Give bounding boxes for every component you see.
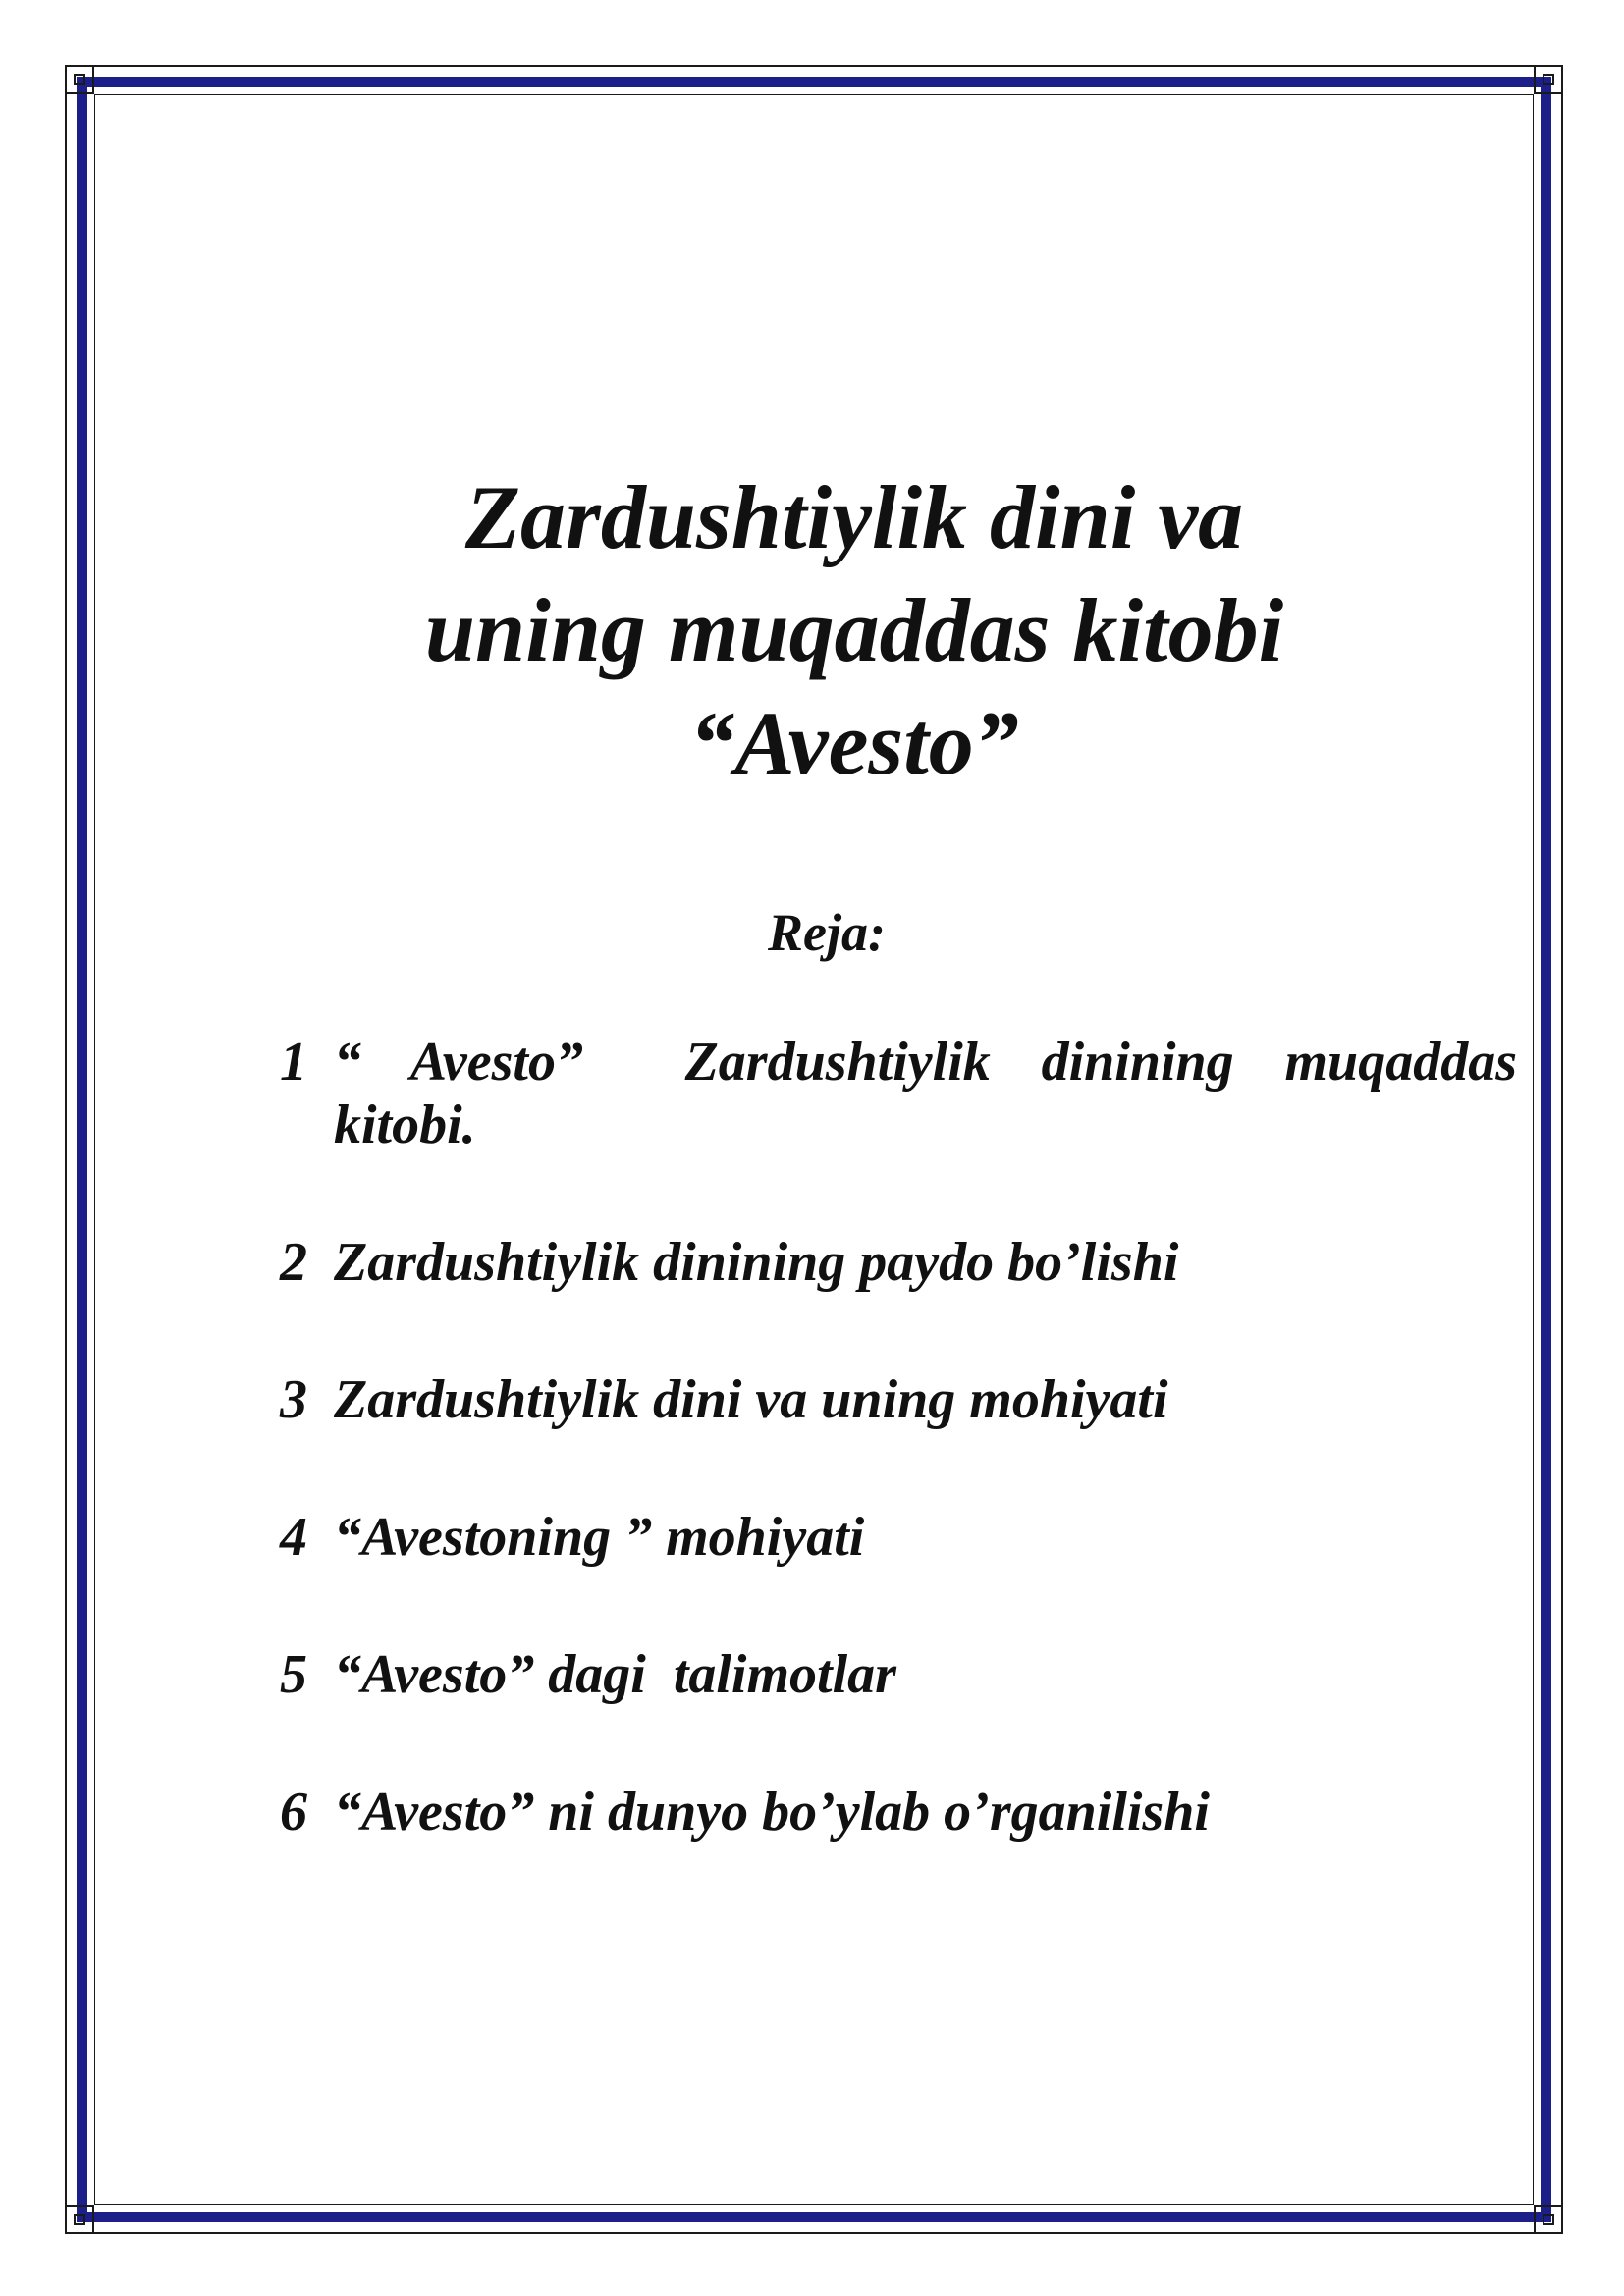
corner-ornament-top-right [1534,65,1563,94]
plan-item [280,1031,1544,1156]
corner-ornament-top-left [65,65,94,94]
plan-item [280,1231,1517,1294]
plan-item [280,1643,1517,1706]
plan-list [280,1031,1544,1918]
plan-item-number: 2 [280,1232,307,1293]
plan-item [280,1368,1517,1431]
plan-item [280,1506,1517,1569]
plan-item [280,1781,1517,1843]
plan-item-text: Zardushtiylik dinining paydo bo’lishi [334,1232,1179,1293]
plan-item-number: 3 [280,1369,307,1430]
plan-item-text: Zardushtiylik dini va uning mohiyati [334,1369,1168,1430]
corner-ornament-bottom-left [65,2205,94,2234]
corner-ornament-bottom-right [1534,2205,1563,2234]
plan-heading: Reja: [768,903,886,962]
plan-item-text: “Avesto” ni dunyo bo’ylab o’rganilishi [334,1782,1210,1842]
title-line-3: “Avesto” [689,693,1019,793]
plan-item-number: 6 [280,1782,307,1842]
plan-item-text: “Avesto” dagi talimotlar [334,1644,896,1705]
plan-item-number: 1 [280,1032,307,1093]
plan-item-text: “Avestoning ” mohiyati [334,1507,865,1568]
title-line-1: Zardushtiylik dini va [464,467,1244,567]
title-line-2: uning muqaddas kitobi [424,580,1284,680]
plan-item-number: 5 [280,1644,307,1705]
page-title [0,461,1624,800]
plan-item-text: “ Avesto” Zardushtiylik dinining muqaddas kitobi. [334,1032,1544,1155]
plan-item-number: 4 [280,1507,307,1568]
